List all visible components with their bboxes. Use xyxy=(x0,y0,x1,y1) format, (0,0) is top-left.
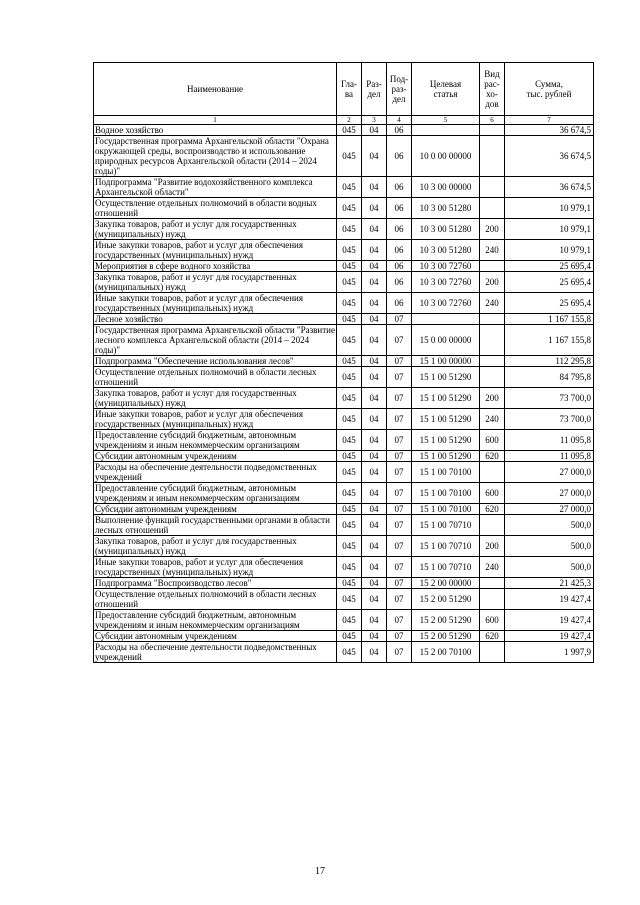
row-vid-cell xyxy=(480,136,505,177)
row-glava-cell: 045 xyxy=(337,136,362,177)
row-razdel-cell: 04 xyxy=(362,504,387,515)
row-target-cell: 15 1 00 70100 xyxy=(412,504,480,515)
row-podrazdel-cell: 07 xyxy=(387,430,412,451)
table-row xyxy=(94,136,594,177)
row-name-cell: Водное хозяйство xyxy=(94,125,337,136)
row-name-cell: Подпрограмма "Обеспечение использования лесов" xyxy=(94,356,337,367)
row-razdel-cell: 04 xyxy=(362,642,387,663)
row-glava-cell: 045 xyxy=(337,356,362,367)
row-glava-cell: 045 xyxy=(337,272,362,293)
table-row xyxy=(94,314,594,325)
row-target-cell: 15 0 00 00000 xyxy=(412,325,480,356)
row-razdel-cell: 04 xyxy=(362,272,387,293)
row-target-cell: 15 2 00 51290 xyxy=(412,631,480,642)
row-razdel-cell: 04 xyxy=(362,261,387,272)
row-podrazdel-cell: 06 xyxy=(387,198,412,219)
row-podrazdel-cell: 07 xyxy=(387,536,412,557)
row-podrazdel-cell: 07 xyxy=(387,483,412,504)
row-sum-cell: 1 167 155,8 xyxy=(505,325,594,356)
row-sum-cell: 500,0 xyxy=(505,536,594,557)
row-sum-cell: 36 674,5 xyxy=(505,125,594,136)
table-row xyxy=(94,125,594,136)
row-glava-cell: 045 xyxy=(337,125,362,136)
row-name-cell: Закупка товаров, работ и услуг для государственных (муниципальных) нужд xyxy=(94,219,337,240)
row-razdel-cell: 04 xyxy=(362,451,387,462)
row-name-cell: Мероприятия в сфере водного хозяйства xyxy=(94,261,337,272)
row-vid-cell: 200 xyxy=(480,388,505,409)
row-name-cell: Предоставление субсидий бюджетным, автономным учреждениям и иным некоммерческим организациям xyxy=(94,430,337,451)
row-razdel-cell: 04 xyxy=(362,515,387,536)
row-glava-cell: 045 xyxy=(337,462,362,483)
row-target-cell xyxy=(412,314,480,325)
row-razdel-cell: 04 xyxy=(362,136,387,177)
row-name-cell: Осуществление отдельных полномочий в области лесных отношений xyxy=(94,589,337,610)
row-glava-cell: 045 xyxy=(337,261,362,272)
row-target-cell: 10 3 00 72760 xyxy=(412,261,480,272)
row-razdel-cell: 04 xyxy=(362,388,387,409)
row-vid-cell xyxy=(480,462,505,483)
row-razdel-cell: 04 xyxy=(362,367,387,388)
row-name-cell: Осуществление отдельных полномочий в области водных отношений xyxy=(94,198,337,219)
row-sum-cell: 1 997,9 xyxy=(505,642,594,663)
row-vid-cell: 600 xyxy=(480,483,505,504)
row-glava-cell: 045 xyxy=(337,325,362,356)
row-name-cell: Подпрограмма "Воспроизводство лесов" xyxy=(94,578,337,589)
row-target-cell: 15 2 00 51290 xyxy=(412,610,480,631)
row-target-cell: 15 1 00 70710 xyxy=(412,557,480,578)
row-vid-cell xyxy=(480,589,505,610)
header-vid: Вид рас- хо- дов xyxy=(480,63,505,116)
row-vid-cell xyxy=(480,642,505,663)
row-sum-cell: 84 795,8 xyxy=(505,367,594,388)
row-razdel-cell: 04 xyxy=(362,483,387,504)
row-razdel-cell: 04 xyxy=(362,240,387,261)
header-name: Наименование xyxy=(94,63,337,116)
row-target-cell: 15 1 00 70710 xyxy=(412,515,480,536)
table-row xyxy=(94,589,594,610)
table-row xyxy=(94,430,594,451)
row-glava-cell: 045 xyxy=(337,409,362,430)
row-vid-cell xyxy=(480,314,505,325)
colnum: 5 xyxy=(412,116,480,125)
table-row xyxy=(94,261,594,272)
header-glava: Гла- ва xyxy=(337,63,362,116)
row-razdel-cell: 04 xyxy=(362,462,387,483)
row-sum-cell: 25 695,4 xyxy=(505,261,594,272)
row-razdel-cell: 04 xyxy=(362,125,387,136)
row-glava-cell: 045 xyxy=(337,483,362,504)
table-row xyxy=(94,462,594,483)
colnum: 2 xyxy=(337,116,362,125)
colnum: 1 xyxy=(94,116,337,125)
row-vid-cell: 600 xyxy=(480,430,505,451)
row-sum-cell: 36 674,5 xyxy=(505,136,594,177)
page-number: 17 xyxy=(315,866,325,877)
row-podrazdel-cell: 07 xyxy=(387,462,412,483)
row-vid-cell xyxy=(480,367,505,388)
row-glava-cell: 045 xyxy=(337,219,362,240)
row-sum-cell: 27 000,0 xyxy=(505,462,594,483)
row-razdel-cell: 04 xyxy=(362,610,387,631)
table-row xyxy=(94,610,594,631)
row-razdel-cell: 04 xyxy=(362,198,387,219)
table-row xyxy=(94,451,594,462)
row-vid-cell: 200 xyxy=(480,536,505,557)
row-sum-cell: 10 979,1 xyxy=(505,219,594,240)
row-podrazdel-cell: 06 xyxy=(387,219,412,240)
row-glava-cell: 045 xyxy=(337,177,362,198)
table-row xyxy=(94,240,594,261)
row-target-cell: 15 1 00 51290 xyxy=(412,409,480,430)
row-target-cell xyxy=(412,125,480,136)
row-razdel-cell: 04 xyxy=(362,589,387,610)
row-razdel-cell: 04 xyxy=(362,177,387,198)
row-podrazdel-cell: 06 xyxy=(387,272,412,293)
row-glava-cell: 045 xyxy=(337,631,362,642)
row-sum-cell: 73 700,0 xyxy=(505,409,594,430)
row-sum-cell: 27 000,0 xyxy=(505,483,594,504)
row-razdel-cell: 04 xyxy=(362,578,387,589)
row-glava-cell: 045 xyxy=(337,388,362,409)
colnum: 4 xyxy=(387,116,412,125)
row-podrazdel-cell: 07 xyxy=(387,325,412,356)
row-glava-cell: 045 xyxy=(337,451,362,462)
row-podrazdel-cell: 06 xyxy=(387,125,412,136)
row-sum-cell: 19 427,4 xyxy=(505,631,594,642)
table-row xyxy=(94,578,594,589)
table-row xyxy=(94,515,594,536)
row-glava-cell: 045 xyxy=(337,198,362,219)
row-glava-cell: 045 xyxy=(337,557,362,578)
budget-table xyxy=(93,62,594,663)
table-row xyxy=(94,293,594,314)
table-row xyxy=(94,325,594,356)
row-target-cell: 15 2 00 00000 xyxy=(412,578,480,589)
row-name-cell: Государственная программа Архангельской области "Развитие лесного комплекса Архангельской области (2014 – 2024 годы)" xyxy=(95,325,335,355)
colnum: 6 xyxy=(480,116,505,125)
row-podrazdel-cell: 07 xyxy=(387,451,412,462)
row-name-cell: Иные закупки товаров, работ и услуг для обеспечения государственных (муниципальных) нужд xyxy=(94,293,337,314)
row-vid-cell xyxy=(480,177,505,198)
row-glava-cell: 045 xyxy=(337,578,362,589)
row-vid-cell: 200 xyxy=(480,219,505,240)
row-sum-cell: 19 427,4 xyxy=(505,610,594,631)
table-row xyxy=(94,198,594,219)
row-glava-cell: 045 xyxy=(337,610,362,631)
row-name-cell: Иные закупки товаров, работ и услуг для обеспечения государственных (муниципальных) нужд xyxy=(94,240,337,261)
row-name-cell: Закупка товаров, работ и услуг для государственных (муниципальных) нужд xyxy=(94,388,337,409)
row-target-cell: 10 3 00 51280 xyxy=(412,240,480,261)
row-glava-cell: 045 xyxy=(337,536,362,557)
row-name-cell: Расходы на обеспечение деятельности подведомственных учреждений xyxy=(94,462,337,483)
row-sum-cell: 1 167 155,8 xyxy=(505,314,594,325)
row-target-cell: 10 3 00 51280 xyxy=(412,219,480,240)
row-podrazdel-cell: 07 xyxy=(387,642,412,663)
row-glava-cell: 045 xyxy=(337,367,362,388)
table-row xyxy=(94,409,594,430)
row-target-cell: 15 1 00 51290 xyxy=(412,388,480,409)
row-vid-cell: 620 xyxy=(480,631,505,642)
row-sum-cell: 19 427,4 xyxy=(505,589,594,610)
row-name-cell: Выполнение функций государственными органами в области лесных отношений xyxy=(94,515,337,536)
row-podrazdel-cell: 07 xyxy=(387,356,412,367)
row-target-cell: 15 1 00 70100 xyxy=(412,462,480,483)
row-razdel-cell: 04 xyxy=(362,557,387,578)
table-row xyxy=(94,504,594,515)
row-target-cell: 15 1 00 51290 xyxy=(412,367,480,388)
row-razdel-cell: 04 xyxy=(362,314,387,325)
header-target: Целевая статья xyxy=(412,63,480,116)
row-glava-cell: 045 xyxy=(337,504,362,515)
row-target-cell: 15 1 00 00000 xyxy=(412,356,480,367)
row-name-cell: Субсидии автономным учреждениям xyxy=(94,504,337,515)
row-name-cell: Закупка товаров, работ и услуг для государственных (муниципальных) нужд xyxy=(94,272,337,293)
row-razdel-cell: 04 xyxy=(362,536,387,557)
row-podrazdel-cell: 07 xyxy=(387,409,412,430)
row-sum-cell: 21 425,3 xyxy=(505,578,594,589)
row-vid-cell: 240 xyxy=(480,409,505,430)
row-name-cell: Закупка товаров, работ и услуг для государственных (муниципальных) нужд xyxy=(94,536,337,557)
row-name-cell: Лесное хозяйство xyxy=(94,314,337,325)
row-sum-cell: 10 979,1 xyxy=(505,240,594,261)
row-podrazdel-cell: 07 xyxy=(387,631,412,642)
row-vid-cell xyxy=(480,261,505,272)
table-row xyxy=(94,388,594,409)
row-sum-cell: 500,0 xyxy=(505,515,594,536)
row-razdel-cell: 04 xyxy=(362,430,387,451)
table-row xyxy=(94,631,594,642)
row-podrazdel-cell: 07 xyxy=(387,557,412,578)
row-sum-cell: 25 695,4 xyxy=(505,293,594,314)
row-razdel-cell: 04 xyxy=(362,631,387,642)
row-target-cell: 15 1 00 70710 xyxy=(412,536,480,557)
row-name-cell: Предоставление субсидий бюджетным, автономным учреждениям и иным некоммерческим организациям xyxy=(94,483,337,504)
header-podrazdel: Под- раз- дел xyxy=(387,63,412,116)
row-target-cell: 15 1 00 51290 xyxy=(412,430,480,451)
colnum: 7 xyxy=(505,116,594,125)
row-name-cell: Субсидии автономным учреждениям xyxy=(94,451,337,462)
table-row xyxy=(94,272,594,293)
row-name-cell: Субсидии автономным учреждениям xyxy=(94,631,337,642)
row-name-cell: Иные закупки товаров, работ и услуг для обеспечения государственных (муниципальных) нужд xyxy=(94,557,337,578)
row-glava-cell: 045 xyxy=(337,293,362,314)
row-name-cell: Предоставление субсидий бюджетным, автономным учреждениям и иным некоммерческим организациям xyxy=(94,610,337,631)
row-vid-cell: 620 xyxy=(480,504,505,515)
row-podrazdel-cell: 06 xyxy=(387,240,412,261)
row-target-cell: 10 3 00 72760 xyxy=(412,293,480,314)
row-target-cell: 15 2 00 51290 xyxy=(412,589,480,610)
row-sum-cell: 10 979,1 xyxy=(505,198,594,219)
row-vid-cell xyxy=(480,356,505,367)
row-razdel-cell: 04 xyxy=(362,356,387,367)
header-razdel: Раз- дел xyxy=(362,63,387,116)
budget-table-container xyxy=(93,62,593,663)
row-target-cell: 15 2 00 70100 xyxy=(412,642,480,663)
row-sum-cell: 25 695,4 xyxy=(505,272,594,293)
row-podrazdel-cell: 07 xyxy=(387,578,412,589)
row-target-cell: 15 1 00 51290 xyxy=(412,451,480,462)
row-podrazdel-cell: 07 xyxy=(387,367,412,388)
row-glava-cell: 045 xyxy=(337,430,362,451)
row-vid-cell xyxy=(480,325,505,356)
row-sum-cell: 112 295,8 xyxy=(505,356,594,367)
row-glava-cell: 045 xyxy=(337,314,362,325)
row-razdel-cell: 04 xyxy=(362,409,387,430)
row-target-cell: 10 3 00 51280 xyxy=(412,198,480,219)
row-vid-cell xyxy=(480,125,505,136)
row-razdel-cell: 04 xyxy=(362,293,387,314)
row-name-cell: Осуществление отдельных полномочий в области лесных отношений xyxy=(94,367,337,388)
row-vid-cell xyxy=(480,578,505,589)
row-sum-cell: 27 000,0 xyxy=(505,504,594,515)
table-row xyxy=(94,367,594,388)
row-podrazdel-cell: 07 xyxy=(387,388,412,409)
row-podrazdel-cell: 07 xyxy=(387,610,412,631)
row-vid-cell: 200 xyxy=(480,272,505,293)
row-name-cell: Подпрограмма "Развитие водохозяйственного комплекса Архангельской области" xyxy=(94,177,337,198)
row-vid-cell: 600 xyxy=(480,610,505,631)
row-sum-cell: 73 700,0 xyxy=(505,388,594,409)
row-target-cell: 10 0 00 00000 xyxy=(412,136,480,177)
row-target-cell: 15 1 00 70100 xyxy=(412,483,480,504)
row-sum-cell: 11 095,8 xyxy=(505,430,594,451)
row-vid-cell xyxy=(480,515,505,536)
row-podrazdel-cell: 06 xyxy=(387,261,412,272)
row-name-cell: Иные закупки товаров, работ и услуг для обеспечения государственных (муниципальных) нужд xyxy=(94,409,337,430)
table-row xyxy=(94,483,594,504)
table-row xyxy=(94,356,594,367)
row-glava-cell: 045 xyxy=(337,642,362,663)
table-row xyxy=(94,642,594,663)
colnum: 3 xyxy=(362,116,387,125)
row-podrazdel-cell: 06 xyxy=(387,177,412,198)
row-podrazdel-cell: 07 xyxy=(387,314,412,325)
row-razdel-cell: 04 xyxy=(362,325,387,356)
row-vid-cell: 240 xyxy=(480,240,505,261)
column-number-row xyxy=(94,116,594,125)
header-sum: Сумма, тыс. рублей xyxy=(505,63,594,116)
row-podrazdel-cell: 06 xyxy=(387,293,412,314)
row-name-cell: Расходы на обеспечение деятельности подведомственных учреждений xyxy=(94,642,337,663)
table-header-row xyxy=(94,63,594,116)
row-razdel-cell: 04 xyxy=(362,219,387,240)
row-vid-cell: 240 xyxy=(480,293,505,314)
row-glava-cell: 045 xyxy=(337,515,362,536)
row-target-cell: 10 3 00 00000 xyxy=(412,177,480,198)
row-podrazdel-cell: 07 xyxy=(387,504,412,515)
row-target-cell: 10 3 00 72760 xyxy=(412,272,480,293)
row-sum-cell: 11 095,8 xyxy=(505,451,594,462)
row-podrazdel-cell: 07 xyxy=(387,589,412,610)
row-sum-cell: 36 674,5 xyxy=(505,177,594,198)
table-row xyxy=(94,219,594,240)
table-row xyxy=(94,557,594,578)
table-row xyxy=(94,177,594,198)
row-sum-cell: 500,0 xyxy=(505,557,594,578)
row-vid-cell: 240 xyxy=(480,557,505,578)
row-glava-cell: 045 xyxy=(337,240,362,261)
row-vid-cell: 620 xyxy=(480,451,505,462)
table-body xyxy=(94,125,594,663)
row-vid-cell xyxy=(480,198,505,219)
table-row xyxy=(94,536,594,557)
row-name-cell: Государственная программа Архангельской области "Охрана окружающей среды, воспроизводство и использование природных ресурсов Архангельской области (2014 – 2024 годы)" xyxy=(94,136,337,177)
row-glava-cell: 045 xyxy=(337,589,362,610)
row-podrazdel-cell: 07 xyxy=(387,515,412,536)
row-podrazdel-cell: 06 xyxy=(387,136,412,177)
